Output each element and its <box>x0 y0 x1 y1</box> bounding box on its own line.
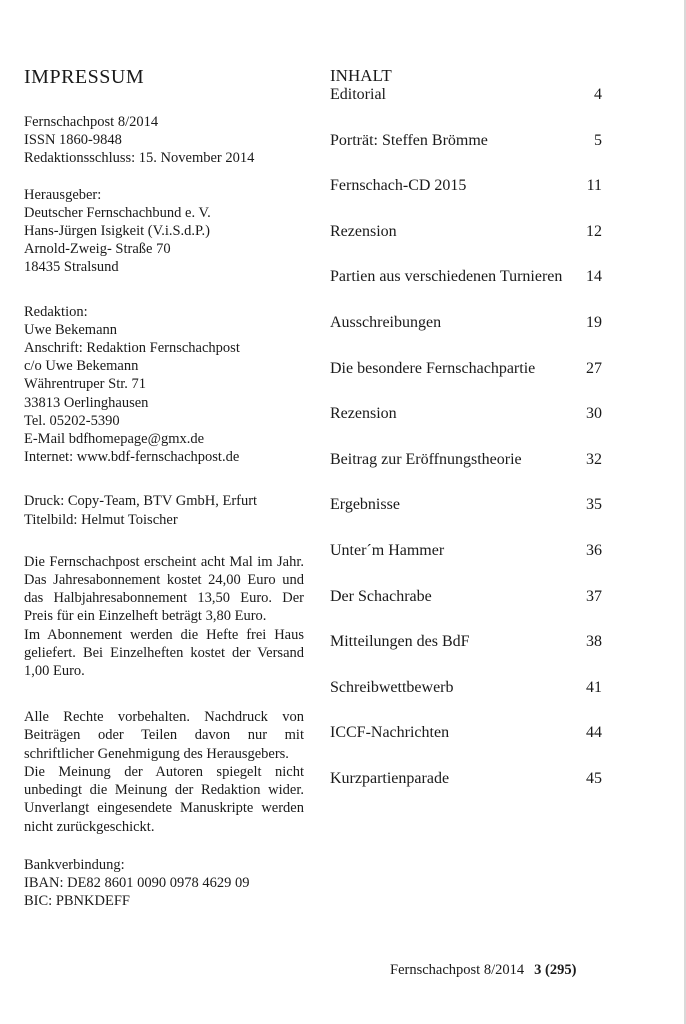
toc-title: ICCF-Nachrichten <box>330 724 450 742</box>
toc-entry <box>330 86 602 132</box>
toc-title: Fernschach-CD 2015 <box>330 177 467 195</box>
editorial-line: c/o Uwe Bekemann <box>24 358 139 375</box>
toc-page: 12 <box>586 222 602 240</box>
toc-page: 41 <box>586 678 602 696</box>
toc-page: 44 <box>586 724 602 742</box>
toc-page: 38 <box>586 633 602 651</box>
toc-title: Der Schachrabe <box>330 587 432 605</box>
deadline-line: Redaktionsschluss: 15. November 2014 <box>24 150 255 167</box>
toc-title: Ergebnisse <box>330 496 400 514</box>
rights-info <box>24 708 304 835</box>
rights-paragraph: Die Meinung der Autoren spiegelt nicht unbedingt die Meinung der Redaktion wider. Unverlangt eingesendete Manuskripte werden nicht zurückgeschickt. <box>24 763 304 835</box>
toc-entry <box>330 496 602 542</box>
toc-title: Rezension <box>330 405 397 423</box>
rights-paragraph: Alle Rechte vorbehalten. Nachdruck von Beiträgen oder Teilen davon nur mit schriftlicher Genehmigung des Herausgebers. <box>24 709 304 762</box>
toc-title: Mitteilungen des BdF <box>330 633 470 651</box>
editorial-line: Anschrift: Redaktion Fernschachpost <box>24 340 240 357</box>
cover-credit-line: Titelbild: Helmut Toischer <box>24 511 178 528</box>
toc-title: Kurzpartienparade <box>330 769 450 787</box>
editorial-line: Tel. 05202-5390 <box>24 412 120 429</box>
toc-entry <box>330 223 602 269</box>
toc-entry <box>330 451 602 497</box>
iban-line: IBAN: DE82 8601 0090 0978 4629 09 <box>24 874 250 891</box>
toc-entry <box>330 633 602 679</box>
issue-info <box>24 113 304 168</box>
toc-entry <box>330 405 602 451</box>
toc-entry <box>330 360 602 406</box>
toc-page: 27 <box>586 359 602 377</box>
inhalt-column <box>330 66 602 816</box>
toc-list <box>330 86 602 816</box>
toc-page: 45 <box>586 769 602 787</box>
editorial-label: Redaktion: <box>24 303 88 320</box>
toc-page: 14 <box>586 268 602 286</box>
editorial-info <box>24 303 304 467</box>
website-line: Internet: www.bdf-fernschachpost.de <box>24 449 240 466</box>
bank-info <box>24 856 304 911</box>
bank-label: Bankverbindung: <box>24 856 125 873</box>
toc-title: Partien aus verschiedenen Turnieren <box>330 268 563 286</box>
issue-line: Fernschachpost 8/2014 <box>24 114 159 130</box>
toc-page: 19 <box>586 313 602 331</box>
publisher-line: Arnold-Zweig- Straße 70 <box>24 241 171 258</box>
toc-title: Rezension <box>330 222 397 240</box>
publisher-line: Hans-Jürgen Isigkeit (V.i.S.d.P.) <box>24 223 210 240</box>
toc-page: 37 <box>586 587 602 605</box>
toc-entry <box>330 679 602 725</box>
impressum-column <box>24 66 304 928</box>
inhalt-title: INHALT <box>330 66 392 85</box>
footer-publication: Fernschachpost 8/2014 <box>390 962 525 978</box>
bic-line: BIC: PBNKDEFF <box>24 893 130 910</box>
subscription-info <box>24 553 304 680</box>
toc-page: 30 <box>586 405 602 423</box>
toc-entry <box>330 588 602 634</box>
issn-line: ISSN 1860-9848 <box>24 132 122 149</box>
toc-entry <box>330 177 602 223</box>
print-info <box>24 492 304 528</box>
toc-page: 36 <box>586 541 602 559</box>
toc-entry <box>330 268 602 314</box>
toc-entry <box>330 314 602 360</box>
toc-page: 4 <box>594 86 602 103</box>
editorial-line: Währentruper Str. 71 <box>24 376 147 393</box>
publisher-line: Deutscher Fernschachbund e. V. <box>24 204 211 221</box>
toc-title: Porträt: Steffen Brömme <box>330 131 488 149</box>
subscription-paragraph: Im Abonnement werden die Hefte frei Haus geliefert. Bei Einzelheften kostet der Versand 1,00 Euro. <box>24 626 304 680</box>
toc-title: Editorial <box>330 86 386 103</box>
toc-title: Unter´m Hammer <box>330 541 445 559</box>
toc-page: 32 <box>586 450 602 468</box>
publisher-info <box>24 186 304 277</box>
toc-title: Die besondere Fernschachpartie <box>330 359 536 377</box>
impressum-title: IMPRESSUM <box>24 66 145 88</box>
publisher-line: 18435 Stralsund <box>24 259 119 276</box>
toc-title: Ausschreibungen <box>330 313 442 331</box>
editorial-line: Uwe Bekemann <box>24 321 118 338</box>
toc-entry <box>330 542 602 588</box>
email-line: E-Mail bdfhomepage@gmx.de <box>24 431 205 448</box>
toc-title: Schreibwettbewerb <box>330 678 454 696</box>
toc-entry <box>330 724 602 770</box>
page-footer <box>390 962 604 979</box>
footer-page-number: 3 (295) <box>534 962 577 978</box>
editorial-line: 33813 Oerlinghausen <box>24 394 149 411</box>
toc-page: 11 <box>586 177 602 195</box>
toc-entry <box>330 132 602 178</box>
toc-entry <box>330 770 602 816</box>
publisher-label: Herausgeber: <box>24 186 102 203</box>
toc-page: 35 <box>586 496 602 514</box>
toc-title: Beitrag zur Eröffnungstheorie <box>330 450 522 468</box>
print-line: Druck: Copy-Team, BTV GmbH, Erfurt <box>24 493 258 510</box>
toc-page: 5 <box>594 131 602 149</box>
subscription-paragraph: Die Fernschachpost erscheint acht Mal im Jahr. Das Jahresabonnement kostet 24,00 Euro und das Halbjahresabonnement 13,50 Euro. Der Preis für ein Einzelheft beträgt 3,80 Euro. <box>24 553 304 625</box>
